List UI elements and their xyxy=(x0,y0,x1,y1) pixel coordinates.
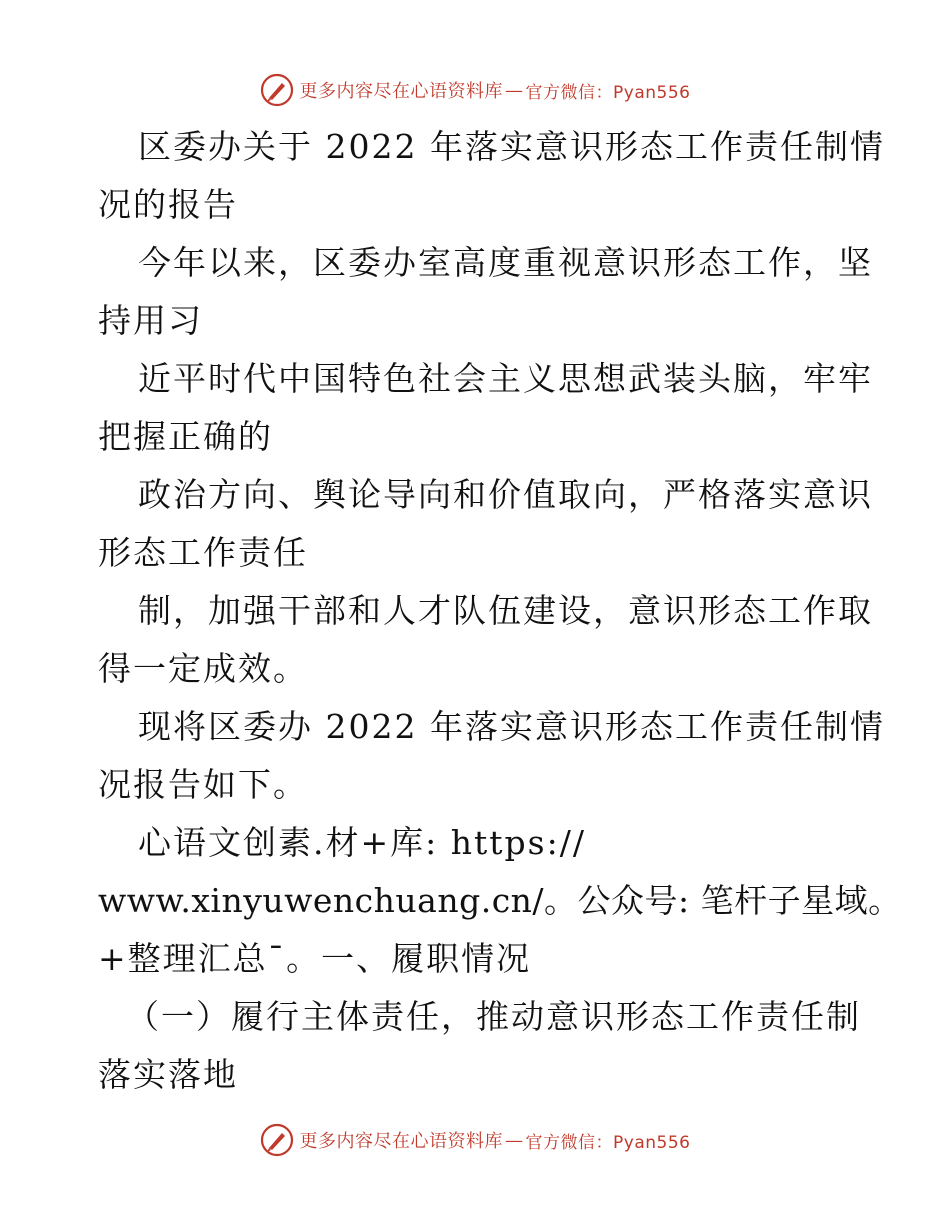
watermark-site-text: 更多内容尽在心语资料库 xyxy=(299,81,504,102)
quill-pen-logo-icon xyxy=(260,73,294,107)
paragraph-line: 心语文创素.材+库: https:// xyxy=(138,823,586,862)
paragraph-line: +整理汇总¯。一、履职情况 xyxy=(98,939,532,978)
watermark-dash: — xyxy=(505,1129,524,1151)
paragraph-line: 今年以来，区委办室高度重视意识形态工作，坚 xyxy=(138,243,873,282)
section-heading-line: 落实落地 xyxy=(98,1055,238,1094)
watermark-wechat-text: 官方微信：Pyan556 xyxy=(525,1132,691,1153)
watermark-dash: — xyxy=(505,79,524,101)
paragraph-line: 现将区委办 2022 年落实意识形态工作责任制情 xyxy=(138,707,885,746)
title-line-1: 区委办关于 2022 年落实意识形态工作责任制情 xyxy=(138,127,885,166)
paragraph-line: 政治方向、舆论导向和价值取向，严格落实意识 xyxy=(138,475,873,514)
watermark-site-text: 更多内容尽在心语资料库 xyxy=(299,1131,504,1152)
paragraph-line: 得一定成效。 xyxy=(98,649,308,688)
title-line-2: 况的报告 xyxy=(98,185,238,224)
paragraph-line: 况报告如下。 xyxy=(98,765,308,804)
quill-pen-logo-icon xyxy=(260,1123,294,1157)
section-heading-line: （一）履行主体责任，推动意识形态工作责任制 xyxy=(126,997,861,1036)
paragraph-line: 持用习 xyxy=(98,301,203,340)
header-watermark xyxy=(0,70,950,110)
paragraph-line: www.xinyuwenchuang.cn/。公众号: 笔杆子星域。 xyxy=(98,881,902,920)
paragraph-line: 近平时代中国特色社会主义思想武装头脑，牢牢 xyxy=(138,359,873,398)
watermark-wechat-text: 官方微信：Pyan556 xyxy=(525,82,691,103)
document-body xyxy=(98,118,902,1104)
footer-watermark xyxy=(0,1120,950,1160)
paragraph-line: 把握正确的 xyxy=(98,417,273,456)
paragraph-line: 形态工作责任 xyxy=(98,533,308,572)
paragraph-line: 制，加强干部和人才队伍建设，意识形态工作取 xyxy=(138,591,873,630)
